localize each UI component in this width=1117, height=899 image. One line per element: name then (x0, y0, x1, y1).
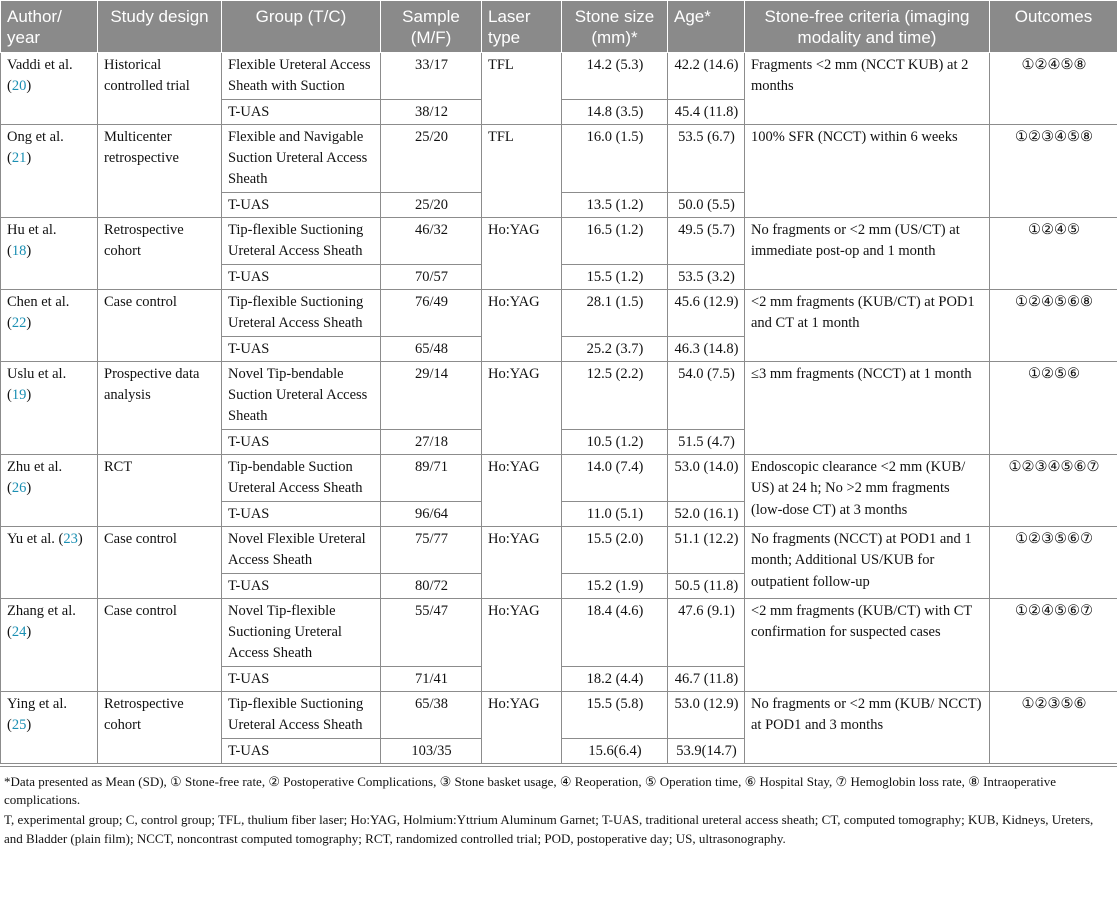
header-author: Author/ year (1, 1, 98, 53)
author-year-cell: Zhang et al. (24) (1, 598, 98, 691)
stone-size-control-cell: 15.5 (1.2) (562, 264, 668, 289)
table-footnotes (0, 766, 1117, 848)
stone-free-criteria-cell: No fragments (NCCT) at POD1 and 1 month; Additional US/KUB for outpatient follow-up (745, 526, 990, 598)
outcomes-cell: ①②③④⑤⑧ (990, 124, 1117, 217)
sample-experimental-cell: 65/38 (381, 692, 482, 739)
stone-size-experimental-cell: 16.5 (1.2) (562, 218, 668, 265)
age-experimental-cell: 54.0 (7.5) (668, 361, 745, 429)
sample-control-cell: 80/72 (381, 573, 482, 598)
sample-control-cell: 65/48 (381, 336, 482, 361)
age-experimental-cell: 53.0 (12.9) (668, 692, 745, 739)
group-control-cell: T-UAS (222, 264, 381, 289)
header-group: Group (T/C) (222, 1, 381, 53)
stone-size-experimental-cell: 15.5 (5.8) (562, 692, 668, 739)
sample-experimental-cell: 29/14 (381, 361, 482, 429)
laser-type-cell: Ho:YAG (482, 692, 562, 764)
outcomes-cell: ①②③⑤⑥⑦ (990, 526, 1117, 598)
study-design-cell: Case control (98, 526, 222, 598)
study-design-cell: Historical controlled trial (98, 53, 222, 125)
sample-control-cell: 38/12 (381, 99, 482, 124)
stone-free-criteria-cell: Fragments <2 mm (NCCT KUB) at 2 months (745, 53, 990, 125)
stone-size-experimental-cell: 14.0 (7.4) (562, 455, 668, 502)
laser-type-cell: Ho:YAG (482, 361, 562, 454)
table-row-experimental (1, 53, 1117, 100)
sample-control-cell: 96/64 (381, 501, 482, 526)
outcomes-cell: ①②③⑤⑥ (990, 692, 1117, 764)
reference-link[interactable]: 23 (63, 530, 78, 547)
author-name: Yu et al. (7, 530, 55, 547)
age-control-cell: 50.5 (11.8) (668, 573, 745, 598)
group-experimental-cell: Novel Tip-bendable Suction Ureteral Access Sheath (222, 361, 381, 429)
reference-link[interactable]: 20 (11, 78, 27, 95)
group-experimental-cell: Tip-flexible Suctioning Ureteral Access Sheath (222, 692, 381, 739)
author-year-cell: Yu et al. (23) (1, 526, 98, 598)
laser-type-cell: TFL (482, 53, 562, 125)
age-control-cell: 46.3 (14.8) (668, 336, 745, 361)
laser-type-cell: Ho:YAG (482, 526, 562, 598)
age-experimental-cell: 47.6 (9.1) (668, 598, 745, 666)
age-control-cell: 46.7 (11.8) (668, 666, 745, 691)
stone-size-control-cell: 10.5 (1.2) (562, 429, 668, 454)
outcomes-cell: ①②④⑤⑧ (990, 53, 1117, 125)
laser-type-cell: Ho:YAG (482, 218, 562, 290)
author-name: Chen et al. (7, 293, 70, 310)
group-experimental-cell: Flexible and Navigable Suction Ureteral Access Sheath (222, 124, 381, 192)
age-experimental-cell: 45.6 (12.9) (668, 289, 745, 336)
laser-type-cell: Ho:YAG (482, 289, 562, 361)
author-name: Uslu et al. (7, 365, 67, 382)
author-year-cell: Zhu et al. (26) (1, 455, 98, 527)
study-design-cell: Multicenter retrospective (98, 124, 222, 217)
sample-control-cell: 25/20 (381, 192, 482, 217)
group-experimental-cell: Tip-bendable Suction Ureteral Access Sheath (222, 455, 381, 502)
laser-type-cell: Ho:YAG (482, 455, 562, 527)
stone-size-experimental-cell: 16.0 (1.5) (562, 124, 668, 192)
age-experimental-cell: 53.0 (14.0) (668, 455, 745, 502)
footnote-abbreviations-outcomes: *Data presented as Mean (SD), ① Stone-free rate, ② Postoperative Complications, ③ Stone basket usage, ④ Reoperation, ⑤ Operation time, ⑥ Hospital Stay, ⑦ Hemoglobin loss rate, ⑧ Intraoperative complications. (4, 773, 1056, 808)
stone-size-experimental-cell: 28.1 (1.5) (562, 289, 668, 336)
stone-free-criteria-cell: <2 mm fragments (KUB/CT) at POD1 and CT at 1 month (745, 289, 990, 361)
stone-size-control-cell: 15.2 (1.9) (562, 573, 668, 598)
reference-link[interactable]: 21 (11, 150, 27, 167)
table-row-experimental (1, 598, 1117, 666)
stone-size-experimental-cell: 14.2 (5.3) (562, 53, 668, 100)
author-year-cell: Ying et al. (25) (1, 692, 98, 764)
author-name: Hu et al. (7, 222, 57, 239)
sample-control-cell: 103/35 (381, 738, 482, 763)
table-row-experimental (1, 526, 1117, 573)
author-year-cell: Uslu et al. (19) (1, 361, 98, 454)
reference-link[interactable]: 24 (11, 624, 27, 641)
stone-size-control-cell: 25.2 (3.7) (562, 336, 668, 361)
table-body (1, 53, 1117, 764)
sample-experimental-cell: 89/71 (381, 455, 482, 502)
sample-experimental-cell: 33/17 (381, 53, 482, 100)
outcomes-cell: ①②④⑤⑥⑦ (990, 598, 1117, 691)
group-control-cell: T-UAS (222, 429, 381, 454)
sample-control-cell: 70/57 (381, 264, 482, 289)
group-control-cell: T-UAS (222, 336, 381, 361)
age-control-cell: 53.9(14.7) (668, 738, 745, 763)
header-age: Age* (668, 1, 745, 53)
reference-link[interactable]: 19 (11, 387, 27, 404)
table-row-experimental (1, 218, 1117, 265)
age-control-cell: 52.0 (16.1) (668, 501, 745, 526)
table-row-experimental (1, 289, 1117, 336)
study-design-cell: Prospective data analysis (98, 361, 222, 454)
age-control-cell: 51.5 (4.7) (668, 429, 745, 454)
group-control-cell: T-UAS (222, 501, 381, 526)
group-control-cell: T-UAS (222, 99, 381, 124)
stone-size-control-cell: 18.2 (4.4) (562, 666, 668, 691)
table-row-experimental (1, 124, 1117, 192)
footnote-abbreviations-terms: T, experimental group; C, control group; TFL, thulium fiber laser; Ho:YAG, Holmium:Yttrium Aluminum Garnet; T-UAS, traditional ureteral access sheath; CT, computed tomography; KUB, Kidneys, Ureters, and Bladder (plain film); NCCT, noncontrast computed tomography; RCT, randomized controlled trial; POD, postoperative day; US, ultrasonography. (4, 812, 1094, 846)
author-name: Zhang et al. (7, 602, 76, 619)
study-design-cell: Case control (98, 598, 222, 691)
stone-free-criteria-cell: Endoscopic clearance <2 mm (KUB/ US) at 24 h; No >2 mm fragments (low-dose CT) at 3 months (745, 455, 990, 527)
group-experimental-cell: Tip-flexible Suctioning Ureteral Access Sheath (222, 289, 381, 336)
reference-link[interactable]: 22 (11, 315, 27, 332)
author-year-cell: Ong et al. (21) (1, 124, 98, 217)
group-control-cell: T-UAS (222, 192, 381, 217)
header-laser-type: Laser type (482, 1, 562, 53)
author-year-cell: Vaddi et al. (20) (1, 53, 98, 125)
age-control-cell: 50.0 (5.5) (668, 192, 745, 217)
stone-size-control-cell: 14.8 (3.5) (562, 99, 668, 124)
stone-free-criteria-cell: 100% SFR (NCCT) within 6 weeks (745, 124, 990, 217)
stone-size-experimental-cell: 18.4 (4.6) (562, 598, 668, 666)
sample-experimental-cell: 75/77 (381, 526, 482, 573)
group-control-cell: T-UAS (222, 738, 381, 763)
author-name: Zhu et al. (7, 459, 63, 476)
outcomes-cell: ①②⑤⑥ (990, 361, 1117, 454)
sample-control-cell: 27/18 (381, 429, 482, 454)
stone-size-control-cell: 11.0 (5.1) (562, 501, 668, 526)
stone-free-criteria-cell: ≤3 mm fragments (NCCT) at 1 month (745, 361, 990, 454)
author-name: Vaddi et al. (7, 57, 73, 73)
age-experimental-cell: 49.5 (5.7) (668, 218, 745, 265)
author-year-cell: Chen et al. (22) (1, 289, 98, 361)
sample-control-cell: 71/41 (381, 666, 482, 691)
header-study-design: Study design (98, 1, 222, 53)
laser-type-cell: TFL (482, 124, 562, 217)
study-design-cell: RCT (98, 455, 222, 527)
age-control-cell: 45.4 (11.8) (668, 99, 745, 124)
age-control-cell: 53.5 (3.2) (668, 264, 745, 289)
sample-experimental-cell: 46/32 (381, 218, 482, 265)
reference-link[interactable]: 25 (11, 717, 27, 734)
stone-size-control-cell: 13.5 (1.2) (562, 192, 668, 217)
author-name: Ong et al. (7, 128, 64, 145)
table-row-experimental (1, 455, 1117, 502)
sample-experimental-cell: 76/49 (381, 289, 482, 336)
outcomes-cell: ①②④⑤ (990, 218, 1117, 290)
study-design-cell: Case control (98, 289, 222, 361)
group-experimental-cell: Novel Tip-flexible Suctioning Ureteral Access Sheath (222, 598, 381, 666)
header-stone-size: Stone size (mm)* (562, 1, 668, 53)
table-row-experimental (1, 692, 1117, 739)
author-name: Ying et al. (7, 696, 68, 713)
table-row-experimental (1, 361, 1117, 429)
sample-experimental-cell: 55/47 (381, 598, 482, 666)
header-outcomes: Outcomes (990, 1, 1117, 53)
stone-free-criteria-cell: No fragments or <2 mm (US/CT) at immediate post-op and 1 month (745, 218, 990, 290)
header-sample: Sample (M/F) (381, 1, 482, 53)
age-experimental-cell: 53.5 (6.7) (668, 124, 745, 192)
outcomes-cell: ①②③④⑤⑥⑦ (990, 455, 1117, 527)
reference-link[interactable]: 26 (11, 480, 27, 497)
reference-link[interactable]: 18 (11, 243, 27, 260)
group-experimental-cell: Tip-flexible Suctioning Ureteral Access Sheath (222, 218, 381, 265)
outcomes-cell: ①②④⑤⑥⑧ (990, 289, 1117, 361)
sample-experimental-cell: 25/20 (381, 124, 482, 192)
laser-type-cell: Ho:YAG (482, 598, 562, 691)
stone-size-control-cell: 15.6(6.4) (562, 738, 668, 763)
group-experimental-cell: Flexible Ureteral Access Sheath with Suction (222, 53, 381, 100)
study-design-cell: Retrospective cohort (98, 218, 222, 290)
header-row (1, 1, 1117, 53)
group-control-cell: T-UAS (222, 666, 381, 691)
header-stone-free-criteria: Stone-free criteria (imaging modality and time) (745, 1, 990, 53)
study-design-cell: Retrospective cohort (98, 692, 222, 764)
group-experimental-cell: Novel Flexible Ureteral Access Sheath (222, 526, 381, 573)
stone-free-criteria-cell: No fragments or <2 mm (KUB/ NCCT) at POD1 and 3 months (745, 692, 990, 764)
stone-size-experimental-cell: 15.5 (2.0) (562, 526, 668, 573)
stone-free-criteria-cell: <2 mm fragments (KUB/CT) with CT confirmation for suspected cases (745, 598, 990, 691)
group-control-cell: T-UAS (222, 573, 381, 598)
age-experimental-cell: 42.2 (14.6) (668, 53, 745, 100)
age-experimental-cell: 51.1 (12.2) (668, 526, 745, 573)
stone-size-experimental-cell: 12.5 (2.2) (562, 361, 668, 429)
author-year-cell: Hu et al. (18) (1, 218, 98, 290)
